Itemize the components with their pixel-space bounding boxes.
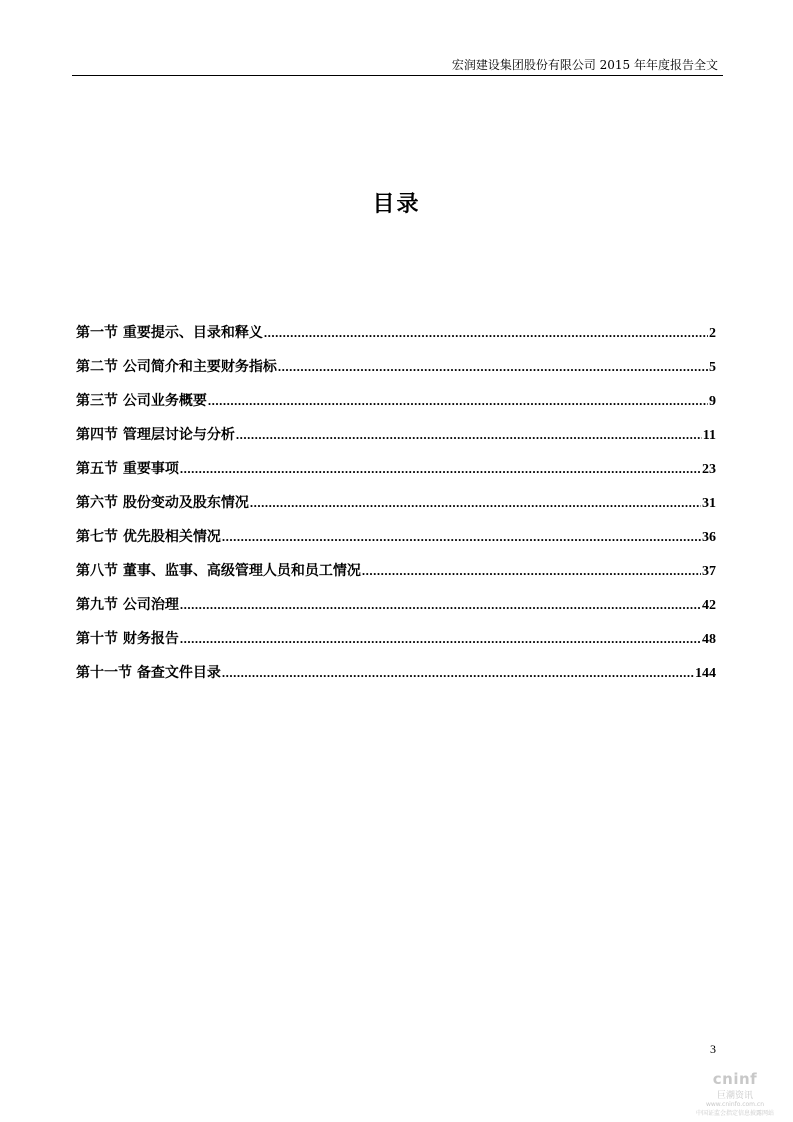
toc-section-number: 第四节 [76, 427, 118, 443]
page-title: 目录 [372, 192, 421, 217]
toc-section-title: 股份变动及股东情况 [122, 495, 249, 511]
toc-section-number: 第十一节 [76, 665, 132, 681]
toc-section-title: 重要事项 [122, 461, 179, 477]
cninfo-watermark [685, 1070, 785, 1117]
toc-entry[interactable] [76, 662, 716, 696]
toc-section-number: 第九节 [76, 597, 118, 613]
toc-section-number: 第二节 [76, 359, 118, 375]
table-of-contents [76, 322, 716, 696]
dot-leader [180, 631, 701, 647]
toc-section-title: 公司业务概要 [122, 393, 207, 409]
toc-section-number: 第五节 [76, 461, 118, 477]
toc-section-title: 公司治理 [122, 597, 179, 613]
toc-page-number: 9 [709, 394, 716, 409]
dot-leader [180, 461, 701, 477]
toc-page-number: 37 [702, 564, 716, 579]
toc-section-number: 第八节 [76, 563, 118, 579]
running-header: 宏润建设集团股份有限公司 2015 年年度报告全文 [451, 58, 718, 72]
toc-section-title: 优先股相关情况 [122, 529, 221, 545]
dot-leader [222, 665, 694, 681]
toc-page-number: 31 [702, 496, 716, 511]
toc-section-title: 公司简介和主要财务指标 [122, 359, 277, 375]
toc-section-number: 第七节 [76, 529, 118, 545]
toc-section-title: 财务报告 [122, 631, 179, 647]
toc-page-number: 2 [709, 326, 716, 341]
toc-entry[interactable] [76, 322, 716, 356]
toc-entry[interactable] [76, 492, 716, 526]
watermark-url: www.cninfo.com.cn [705, 1101, 765, 1108]
toc-entry[interactable] [76, 560, 716, 594]
toc-section-number: 第三节 [76, 393, 118, 409]
dot-leader [278, 359, 708, 375]
dot-leader [264, 325, 708, 341]
watermark-description: 中国证监会指定信息披露网站 [695, 1110, 774, 1117]
toc-section-title: 管理层讨论与分析 [122, 427, 235, 443]
toc-entry[interactable] [76, 526, 716, 560]
dot-leader [180, 597, 701, 613]
toc-page-number: 11 [702, 428, 716, 443]
toc-entry[interactable] [76, 628, 716, 662]
toc-section-number: 第十节 [76, 631, 118, 647]
dot-leader [250, 495, 701, 511]
toc-entry[interactable] [76, 390, 716, 424]
dot-leader [362, 563, 701, 579]
toc-page-number: 36 [702, 530, 716, 545]
dot-leader [208, 393, 708, 409]
cninfo-logo: cninf [712, 1070, 758, 1088]
toc-section-title: 重要提示、目录和释义 [122, 325, 263, 341]
toc-entry[interactable] [76, 424, 716, 458]
watermark-name: 巨潮资讯 [716, 1091, 753, 1101]
toc-entry[interactable] [76, 594, 716, 628]
dot-leader [236, 427, 702, 443]
page-number: 3 [710, 1042, 716, 1056]
dot-leader [222, 529, 701, 545]
toc-page-number: 23 [702, 462, 716, 477]
header-divider [72, 75, 723, 76]
toc-section-title: 董事、监事、高级管理人员和员工情况 [122, 563, 361, 579]
toc-page-number: 48 [702, 632, 716, 647]
toc-page-number: 144 [695, 666, 716, 681]
toc-page-number: 5 [709, 360, 716, 375]
toc-page-number: 42 [702, 598, 716, 613]
toc-section-number: 第一节 [76, 325, 118, 341]
toc-entry[interactable] [76, 458, 716, 492]
toc-entry[interactable] [76, 356, 716, 390]
toc-section-number: 第六节 [76, 495, 118, 511]
toc-section-title: 备查文件目录 [136, 665, 221, 681]
